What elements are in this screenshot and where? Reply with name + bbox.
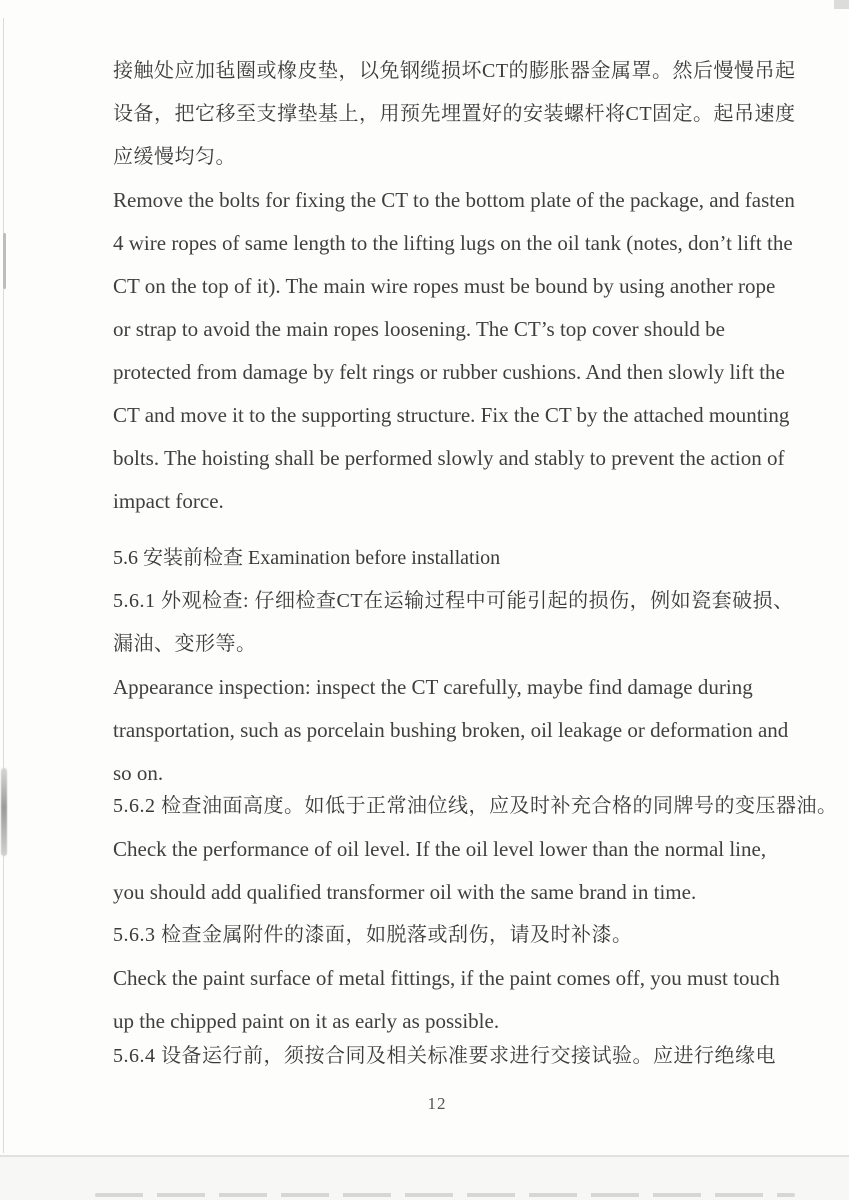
text-line: 5.6.2 检查油面高度。如低于正常油位线，应及时补充合格的同牌号的变压器油。 — [113, 795, 838, 817]
text-line: Check the paint surface of metal fittings, if the paint comes off, you must touch — [113, 966, 780, 990]
section-heading-5-6 — [113, 537, 803, 580]
text-line: 5.6.1 外观检查: 仔细检查CT在运输过程中可能引起的损伤，例如瓷套破损、 — [113, 590, 794, 612]
page-content — [113, 50, 838, 1078]
text-line: or strap to avoid the main ropes loosening. The CT’s top cover should be — [113, 317, 726, 341]
scan-artifact-top-right-patch — [834, 0, 849, 9]
scan-artifact-left-smudge-lower — [1, 768, 7, 856]
paragraph-oil-level-en — [113, 828, 803, 914]
paragraph-appearance-en — [113, 666, 803, 795]
text-line: CT and move it to the supporting structure. Fix the CT by the attached mounting — [113, 403, 790, 427]
text-line: Remove the bolts for fixing the CT to the bottom plate of the package, and fasten — [113, 188, 795, 212]
text-line: impact force. — [113, 489, 224, 513]
paragraph-hoisting-en — [113, 179, 803, 523]
section-heading-text: 5.6 安装前检查 Examination before installation — [113, 547, 501, 569]
paragraph-paint-en — [113, 957, 803, 1043]
text-line: so on. — [113, 761, 164, 785]
paragraph-5-6-1-zh — [113, 580, 803, 666]
paragraph-5-6-3-zh — [113, 914, 803, 957]
text-line: 4 wire ropes of same length to the lifting lugs on the oil tank (notes, don’t lift the — [113, 231, 793, 255]
paragraph-hoisting-zh — [113, 50, 803, 179]
text-line: you should add qualified transformer oil with the same brand in time. — [113, 880, 697, 904]
text-line: 5.6.4 设备运行前，须按合同及相关标准要求进行交接试验。应进行绝缘电 — [113, 1045, 776, 1067]
text-line: 应缓慢均匀。 — [113, 146, 236, 168]
text-line: up the chipped paint on it as early as possible. — [113, 1009, 500, 1033]
text-line: Appearance inspection: inspect the CT carefully, maybe find damage during — [113, 675, 753, 699]
page-number: 12 — [427, 1094, 447, 1113]
text-line: 接触处应加毡圈或橡皮垫，以免钢缆损坏CT的膨胀器金属罩。然后慢慢吊起 — [113, 60, 796, 82]
text-line: 漏油、变形等。 — [113, 633, 257, 655]
text-line: 设备，把它移至支撑垫基上，用预先埋置好的安装螺杆将CT固定。起吊速度 — [113, 103, 796, 125]
text-line: bolts. The hoisting shall be performed slowly and stably to prevent the action of — [113, 446, 785, 470]
paragraph-5-6-2-zh — [113, 785, 838, 828]
scan-artifact-left-mark-upper — [3, 233, 6, 289]
paragraph-5-6-4-zh — [113, 1035, 803, 1078]
text-line: transportation, such as porcelain bushing broken, oil leakage or deformation and — [113, 718, 789, 742]
text-line: Check the performance of oil level. If the oil level lower than the normal line, — [113, 837, 767, 861]
text-line: CT on the top of it). The main wire ropes must be bound by using another rope — [113, 274, 776, 298]
text-line: 5.6.3 检查金属附件的漆面，如脱落或刮伤，请及时补漆。 — [113, 924, 633, 946]
scan-artifact-bottom-dashed-strip — [95, 1193, 795, 1197]
text-line: protected from damage by felt rings or rubber cushions. And then slowly lift the — [113, 360, 785, 384]
scan-artifact-left-edge-line — [3, 18, 4, 1153]
